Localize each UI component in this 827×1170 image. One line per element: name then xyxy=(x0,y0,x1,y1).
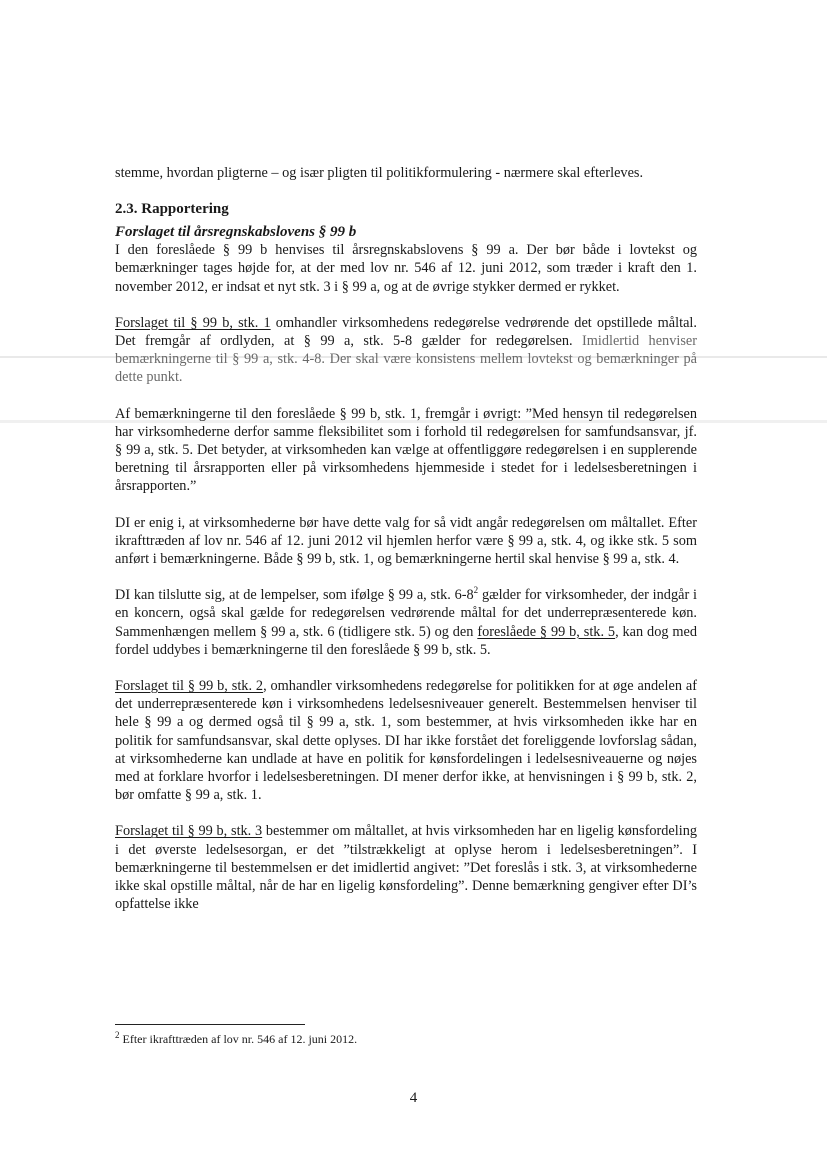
paragraph-5 xyxy=(115,586,697,659)
provision-reference: Forslaget til § 99 b, stk. 2 xyxy=(115,678,264,695)
provision-reference: Forslaget til § 99 b, stk. 1 xyxy=(115,314,271,331)
document-body xyxy=(115,164,697,914)
paragraph-3: Af bemærkningerne til den foreslåede § 99 b, stk. 1, fremgår i øvrigt: ”Med hensyn til redegørelsen har virksomhederne derfor samme fleksibilitet som i forhold til redegørelsen for samfundsansvar, jf. § 99 a, stk. 5. Det betyder, at virksomheden kan vælge at offentliggøre redegørelsen i en supplerende beretning til årsrapporten eller på virksomhedens hjemmeside i stedet for i ledelsesberetningen i årsrapporten.” xyxy=(115,405,697,495)
paragraph-7-text: bestemmer om måltallet, at hvis virksomheden har en ligelig kønsfordeling i det øverste ledelsesorgan, er det ”tilstrækkeligt at oplyse herom i ledelsesberetningen”. I bemærkningerne til bestemmelsen er det imidlertid angivet: ”Det foreslås i stk. 3, at virksomhederne ikke skal opstille måltal, når de har en ligelig kønsfordeling”. Denne bemærkning gengiver efter DI’s opfattelse ikke xyxy=(115,823,697,913)
page-number: 4 xyxy=(409,1090,418,1106)
paragraph-4: DI er enig i, at virksomhederne bør have dette valg for så vidt angår redegørelsen om måltallet. Efter ikrafttræden af lov nr. 546 af 12. juni 2012 vil hjemlen herfor være § 99 a, stk. 4, og ikke stk. 5 som anført i bemærkningerne. Både § 99 b, stk. 1, og bemærkningerne hertil skal henvise § 99 a, stk. 4. xyxy=(115,514,697,568)
intro-paragraph: stemme, hvordan pligterne – og især pligten til politikformulering - nærmere skal efterleves. xyxy=(115,165,644,181)
section-heading: 2.3. Rapportering xyxy=(115,201,229,218)
section-subheading: Forslaget til årsregnskabslovens § 99 b xyxy=(115,224,357,241)
footnote-marker: 2 xyxy=(115,1030,120,1040)
paragraph-2-faded-text: Imidlertid henviser bemærkningerne til § 99 a, stk. 4-8. Der skal være konsistens mellem lovtekst og bemærkninger på dette punkt. xyxy=(115,333,697,386)
paragraph-1: I den foreslåede § 99 b henvises til årsregnskabslovens § 99 a. Der bør både i lovtekst og bemærkninger tages højde for, at der med lov nr. 546 af 12. juni 2012, som træder i kraft den 1. november 2012, er indsat et nyt stk. 3 i § 99 a, og at de øvrige stykker dermed er rykket. xyxy=(115,242,697,295)
footnote xyxy=(115,1031,357,1047)
paragraph-5-text-b: gælder for virksomheder, der indgår i en koncern, også skal gælde for redegørelsen vedrørende måltal for det underrepræsenterede køn. Sammenhængen mellem § 99 a, stk. 6 (tidligere stk. 5) og den xyxy=(115,587,697,640)
provision-reference: foreslåede § 99 b, stk. 5 xyxy=(477,623,616,640)
paragraph-5-text-a: DI kan tilslutte sig, at de lempelser, som ifølge § 99 a, stk. 6-8 xyxy=(115,587,474,604)
paragraph-6-text: , omhandler virksomhedens redegørelse for politikken for at øge andelen af det underrepræsenterede køn i virksomhedens ledelsesniveauer generelt. Bestemmelsen henviser til hele § 99 a og dermed også til § 99 a, stk. 1, som bestemmer, at hvis virksomheden ikke har en politik for samfundsansvar, skal dette oplyses. DI har ikke forstået det foreliggende lovforslag sådan, at virksomhederne kan undlade at have en politik for kønsfordelingen i ledelsesniveauerne og nøjes med at forklare hvorfor i ledelsesberetningen. DI mener derfor ikke, at henvisningen i § 99 b, stk. 2, bør omfatte § 99 a, stk. 1. xyxy=(115,678,697,804)
footnote-divider xyxy=(115,1024,305,1025)
footnote-reference: 2 xyxy=(473,585,479,596)
paragraph-5-text-c: , kan dog med fordel uddybes i bemærkningerne til den foreslåede § 99 b, stk. 5. xyxy=(115,623,697,658)
paragraph-7 xyxy=(115,822,697,913)
paragraph-6 xyxy=(115,677,697,804)
paragraph-2-text: omhandler virksomhedens redegørelse vedrørende det opstillede måltal. Det fremgår af ordlyden, at § 99 a, stk. 5-8 gælder for redegørelsen. xyxy=(115,314,697,350)
footnote-text: Efter ikrafttræden af lov nr. 546 af 12. juni 2012. xyxy=(119,1032,358,1046)
paragraph-2 xyxy=(115,314,697,387)
provision-reference: Forslaget til § 99 b, stk. 3 xyxy=(115,823,263,840)
